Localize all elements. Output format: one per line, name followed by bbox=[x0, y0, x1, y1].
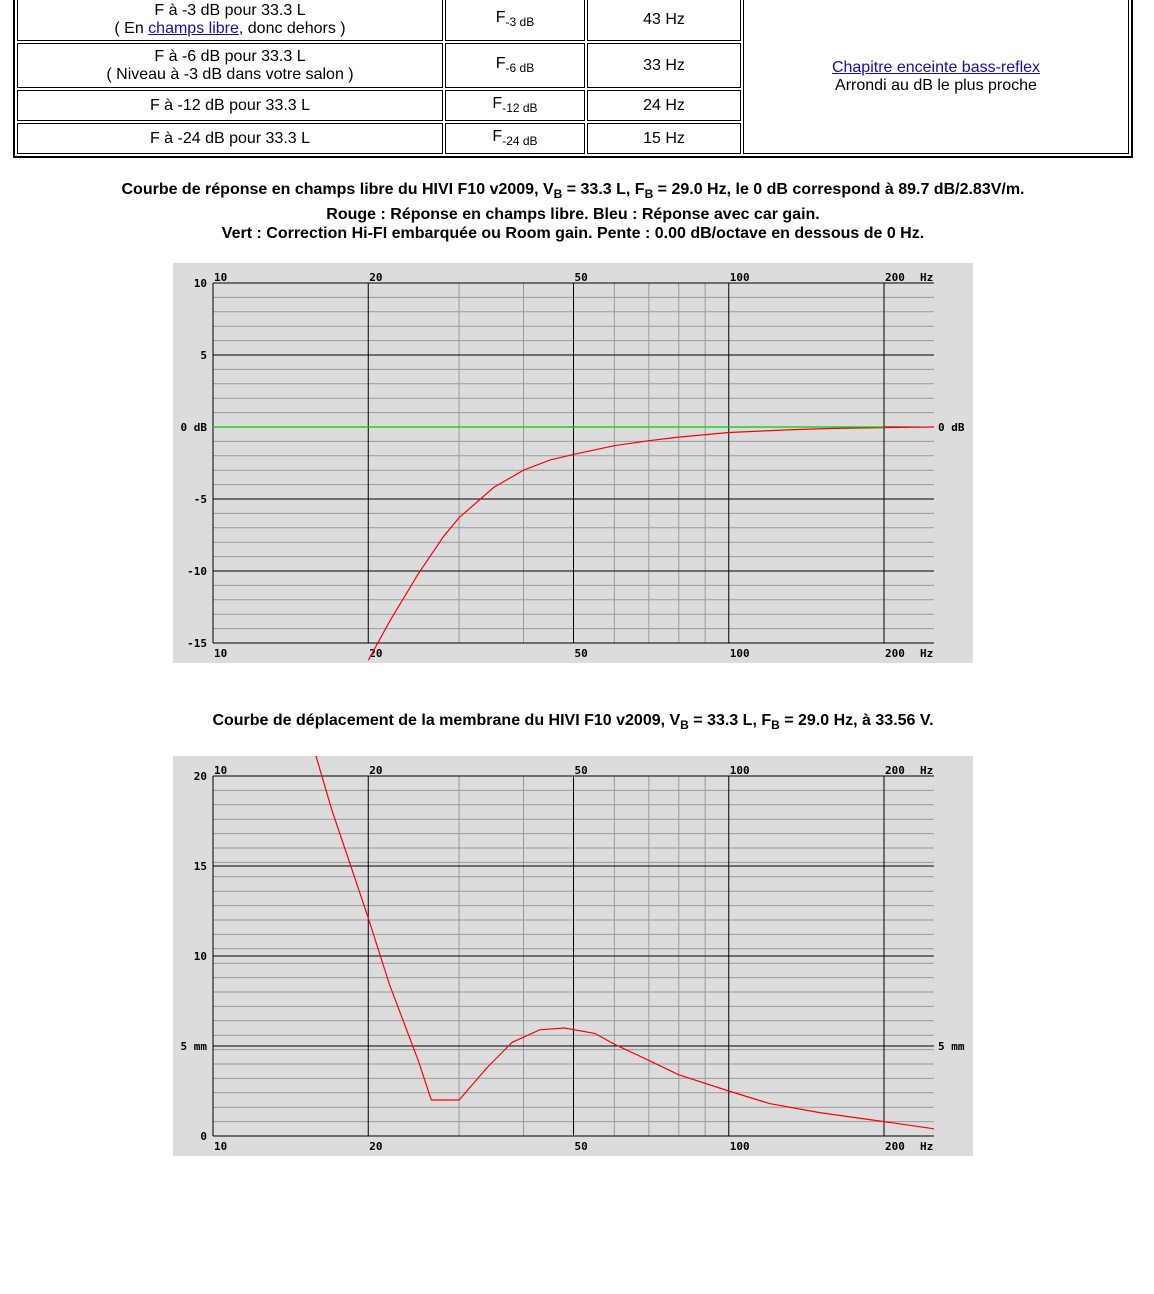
x-tick-label-bottom: 10 bbox=[214, 1140, 228, 1153]
y-right-label: 5 mm bbox=[938, 1040, 965, 1053]
symbol-f: F bbox=[492, 127, 503, 145]
symbol-subscript: -12 dB bbox=[502, 100, 538, 115]
x-tick-label-top: 20 bbox=[369, 271, 383, 284]
x-tick-label-bottom: 20 bbox=[369, 647, 383, 660]
caption-subscript: B bbox=[680, 718, 689, 732]
caption-part: = 29.0 Hz, le 0 dB correspond à 89.7 dB/2.83V/m. bbox=[653, 181, 1025, 198]
y-tick-label: 0 dB bbox=[180, 421, 207, 434]
caption-part: = 33.3 L, F bbox=[688, 712, 772, 729]
row-value: 33 Hz bbox=[587, 43, 741, 88]
x-unit-label-bottom: Hz bbox=[920, 647, 934, 660]
row-note: ( Niveau à -3 dB dans votre salon ) bbox=[106, 65, 354, 83]
caption-part: = 29.0 Hz, à 33.56 V. bbox=[779, 712, 934, 729]
row-label-main: F à -3 dB pour 33.3 L bbox=[154, 2, 306, 19]
response-chart bbox=[173, 263, 973, 663]
row-symbol bbox=[445, 0, 585, 41]
symbol-f: F bbox=[495, 9, 506, 26]
x-tick-label-bottom: 100 bbox=[729, 647, 750, 660]
response-chart-title bbox=[0, 180, 1146, 204]
x-tick-label-top: 10 bbox=[214, 764, 228, 777]
row-symbol bbox=[445, 123, 585, 154]
x-tick-label-top: 100 bbox=[729, 764, 750, 777]
caption-subscript: B bbox=[553, 187, 563, 201]
symbol-subscript: -24 dB bbox=[502, 133, 538, 148]
champs-libre-link[interactable]: champs libre bbox=[148, 20, 239, 37]
y-tick-label: 20 bbox=[193, 770, 207, 783]
x-tick-label-bottom: 200 bbox=[885, 647, 905, 660]
row-value: 43 Hz bbox=[587, 0, 741, 41]
y-right-label: 0 dB bbox=[938, 421, 965, 434]
y-tick-label: -10 bbox=[187, 565, 207, 578]
side-cell bbox=[743, 0, 1129, 154]
row-label bbox=[17, 43, 443, 88]
x-unit-label-top: Hz bbox=[920, 764, 934, 777]
x-tick-label-bottom: 50 bbox=[574, 647, 588, 660]
row-note-post: , donc dehors ) bbox=[238, 20, 346, 37]
symbol-f: F bbox=[492, 94, 503, 112]
y-tick-label: 15 bbox=[193, 860, 207, 873]
response-chart-legend-green: Vert : Correction Hi-FI embarquée ou Room gain. Pente : 0.00 dB/octave en dessous de 0 Hz. bbox=[221, 225, 925, 242]
row-symbol bbox=[445, 90, 585, 121]
row-note-pre: ( En bbox=[114, 20, 149, 37]
rounding-note: Arrondi au dB le plus proche bbox=[835, 76, 1037, 94]
x-unit-label-top: Hz bbox=[920, 271, 934, 284]
caption-part: Courbe de réponse en champs libre du HIVI F10 v2009, V bbox=[121, 181, 554, 198]
caption-part: = 33.3 L, F bbox=[562, 181, 645, 198]
excursion-chart-title bbox=[0, 711, 1146, 735]
x-tick-label-top: 50 bbox=[574, 764, 588, 777]
x-tick-label-bottom: 20 bbox=[369, 1140, 383, 1153]
excursion-chart bbox=[173, 756, 973, 1156]
symbol-subscript: -6 dB bbox=[505, 60, 535, 75]
symbol-subscript: -3 dB bbox=[505, 15, 535, 29]
row-symbol bbox=[445, 43, 585, 88]
x-tick-label-top: 20 bbox=[369, 764, 383, 777]
y-tick-label: 0 bbox=[200, 1130, 207, 1143]
row-value: 24 Hz bbox=[587, 90, 741, 121]
x-tick-label-top: 100 bbox=[729, 271, 750, 284]
caption-subscript: B bbox=[644, 187, 654, 201]
x-tick-label-top: 200 bbox=[885, 271, 905, 284]
y-tick-label: 10 bbox=[193, 277, 207, 290]
x-tick-label-bottom: 10 bbox=[214, 647, 228, 660]
caption-subscript: B bbox=[771, 718, 780, 732]
x-tick-label-top: 50 bbox=[574, 271, 588, 284]
response-chart-legend-red: Rouge : Réponse en champs libre. Bleu : Réponse avec car gain. bbox=[326, 206, 820, 223]
symbol-f: F bbox=[495, 54, 506, 72]
y-tick-label: 5 mm bbox=[180, 1040, 207, 1053]
bass-reflex-chapter-link[interactable]: Chapitre enceinte bass-reflex bbox=[831, 58, 1041, 76]
table-row bbox=[17, 0, 1129, 41]
y-tick-label: -15 bbox=[187, 637, 207, 650]
row-value: 15 Hz bbox=[587, 123, 741, 154]
y-tick-label: 5 bbox=[200, 349, 207, 362]
y-tick-label: -5 bbox=[193, 493, 207, 506]
x-tick-label-bottom: 100 bbox=[729, 1140, 750, 1153]
y-tick-label: 10 bbox=[193, 950, 207, 963]
row-label-main: F à -6 dB pour 33.3 L bbox=[154, 47, 306, 65]
x-tick-label-top: 200 bbox=[885, 764, 905, 777]
x-tick-label-bottom: 50 bbox=[574, 1140, 588, 1153]
x-unit-label-bottom: Hz bbox=[920, 1140, 934, 1153]
row-label: F à -12 dB pour 33.3 L bbox=[17, 90, 443, 121]
caption-part: Courbe de déplacement de la membrane du HIVI F10 v2009, V bbox=[212, 712, 681, 729]
frequency-table bbox=[13, 0, 1133, 158]
row-label: F à -24 dB pour 33.3 L bbox=[17, 123, 443, 154]
x-tick-label-top: 10 bbox=[214, 271, 228, 284]
x-tick-label-bottom: 200 bbox=[885, 1140, 905, 1153]
row-label bbox=[17, 0, 443, 41]
